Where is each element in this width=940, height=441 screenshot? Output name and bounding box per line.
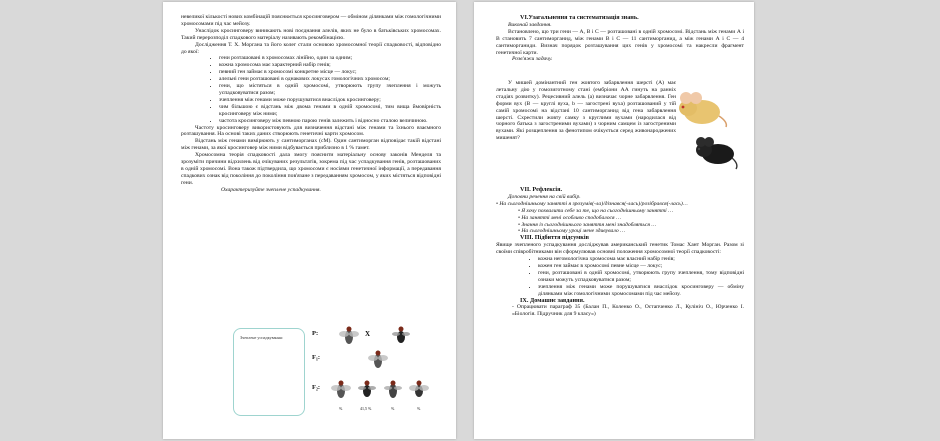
reflection-item: • На сьогоднішньому занятті я зрозумів(-ла)/дізнався(-лась)/розібрався(-лась)… — [496, 200, 688, 207]
reflection-item: • Знання із сьогоднішнього заняття мені знадобляться … — [518, 221, 657, 228]
black-mouse-image — [692, 134, 740, 170]
task-line: Охарактеризуйте зчеплене успадкування. — [221, 186, 321, 193]
morgan-paragraph: Дослідження Т. Х. Моргана та його колег стали основою хромосомної теорії спадковості, відповідно до якої: — [181, 41, 441, 55]
theory-bullet: • частота кросинговеру між певною парою генів залежить і відносно сталою величиною. — [219, 118, 441, 125]
theory-bullet: • зчеплення між генами може порушуватися внаслідок кросинговеру; — [219, 97, 441, 104]
page1-text — [181, 14, 441, 194]
fly-parent-female — [339, 324, 359, 346]
crossing-over-paragraph: Унаслідок кросинговеру виникають нові поєднання алелів, яких не було в батьківських хромосомах. Такий перерозподіл спадкового матеріалу називають рекомбінацією. — [181, 27, 441, 41]
summary-bullet-list — [496, 256, 744, 297]
theory-paragraph: Хромосомна теорія спадковості дала змогу пояснити матеріальну основу законів Менделя та зрозуміти причини відхилень від очікуваних результатів, зокрема під час успадкування генів, розташованих в одній хромосомі. Вона також підтвердила, що хромосоми є носіями генетичної інформації, а передавання спадкових ознак від покоління до покоління пов'язане з передаванням хромосом, у яких містяться відповідні гени. — [181, 152, 441, 186]
theory-bullet: • гени розташовані в хромосомах лінійно, один за одним; — [219, 55, 441, 62]
fly-f2-4 — [409, 378, 429, 400]
summary-bullet: • кожна негомологічна хромосома має власний набір генів; — [538, 256, 744, 263]
section-7-title: VII. Рефлексія. — [520, 186, 563, 193]
document-page-2 — [474, 2, 754, 439]
summary-bullet: • кожен ген займає в хромосомі певне місце — локус; — [538, 263, 744, 270]
section-6-title: VI.Узагальнення та систематизація знань. — [520, 14, 639, 21]
section-8-text: Явище зчепленого успадкування досліджував американський генетик Томас Хант Морган. Разом зі своїми співробітниками він сформулював основні положення хромосомної теорії спадковості: — [496, 242, 744, 256]
section-8-title: VIII. Підбиття підсумків — [520, 234, 589, 242]
theory-bullet: • кожна хромосома має характерний набір генів; — [219, 62, 441, 69]
section-9-title: IX. Домашнє завдання. — [520, 296, 585, 304]
section-6-task: Виконай завдання. — [508, 21, 552, 28]
reflection-item: • На сьогоднішньому уроці мене здивувало … — [518, 228, 626, 235]
homework-text: - Опрацювати параграф 35 (Балан П., Коленко О., Остапченко Л., Кулініч О., Юрченко І. «Біологія. Підручник для 9 класу») — [512, 304, 744, 318]
page2-header-text — [496, 15, 744, 63]
fly-f2-3 — [383, 378, 403, 400]
fly-parent-male — [391, 324, 411, 346]
answer-box — [233, 328, 305, 416]
summary-bullet: • гени, розташовані в одній хромосомі, утворюють групу зчеплення, тому відповідні ознаки можуть успадковуватися разом; — [538, 270, 744, 284]
generation-p-label: P: — [312, 330, 319, 337]
theory-bullet-list — [181, 55, 441, 124]
theory-bullet: • алельні гени розташовані в однакових локусах гомологічних хромосом; — [219, 76, 441, 83]
f2-percent-1: % — [339, 406, 343, 411]
fly-f2-1 — [331, 378, 351, 400]
cross-sign: X — [365, 330, 371, 338]
document-page-1 — [163, 2, 456, 439]
frequency-paragraph: Частоту кросинговеру використовують для визначення відстані між генами та їхнього взаємного розташування. На основі таких даних створюють генетичні карти хромосом. — [181, 124, 441, 138]
page2-lower-text — [496, 187, 744, 318]
fly-f2-2 — [357, 378, 377, 400]
centimorgan-paragraph: Відстань між генами вимірюють у сантиморганах (сМ). Один сантиморган відповідає такій відстані між генами, за якої кросинговер між ними відбувається приблизно в 1 % гамет. — [181, 138, 441, 152]
reflection-item: • На занятті мені особливо сподобалося … — [518, 214, 622, 221]
mouse-problem-text: У мишей домінантний ген жовтого забарвлення шерсті (А) має летальну дію у гомозиготному стані (ембріони АА гинуть на ранніх стадіях розвитку). Рецесивний алель (а) визначає чорне забарвлення. Ген форми вух (В — круглі вуха, b — загострені вуха) розташований у тій самій хромосомі на відстані 10 сантиморганид від гена забарвлення шерсті. Схрестили жовту самку з круглими вухами (народилася від чорного батька з загостреними вухами) з чорним самцем із загостреними вухами. Які розщеплення за фенотипом очікується серед живонароджених мишенят? — [496, 80, 676, 142]
section-7-task: Доповни речення на свій вибір. — [508, 193, 581, 200]
f2-percent-2: 41,5 % — [360, 406, 372, 411]
f2-percent-3: % — [391, 406, 395, 411]
section-6-genes-text: Встановлено, що три гени — А, В і С — розташовані в одній хромосомі. Відстань між генами А і В становить 7 сантиморганид, між генами В і С — 11 сантиморганид, а між генами А і С — 4 сантиморганиди. Визнач порядок розташування цих генів у хромосомі та накресли фрагмент генетичної карти. — [496, 28, 744, 56]
theory-bullet: • чим більшою є відстань між двома генами в одній хромосомі, тим вища ймовірність кросинговеру між ними; — [219, 104, 441, 118]
theory-bullet: • гени, що містяться в одній хромосомі, утворюють групу зчеплення і можуть успадковуватися разом; — [219, 83, 441, 97]
generation-f1-label: F₁: — [312, 354, 321, 361]
summary-bullet: • зчеплення між генами може порушуватися внаслідок кросинговеру — обміну ділянками між гомологічними хромосомами під час мейозу. — [538, 284, 744, 298]
fly-f1 — [368, 348, 388, 370]
theory-bullet: • певний ген займає в хромосомі конкретне місце — локус; — [219, 69, 441, 76]
generation-f2-label: F₂: — [312, 384, 321, 391]
f2-percent-4: % — [417, 406, 421, 411]
reflection-item: • Я хочу похвалити себе за те, що на сьогоднішньому занятті … — [518, 207, 674, 214]
section-6-task-2: Розв'яжи задачу. — [512, 56, 553, 63]
intro-paragraph: невеликої кількості нових комбінацій пояснюється кросинговером — обміном ділянками між гомологічними хромосомами під час мейозу. — [181, 14, 441, 27]
answer-box-label: Зчеплене успадкування: — [240, 335, 284, 340]
yellow-mouse-image — [676, 86, 730, 128]
reflection-list — [496, 201, 744, 236]
linked-inheritance-figure — [233, 328, 438, 438]
